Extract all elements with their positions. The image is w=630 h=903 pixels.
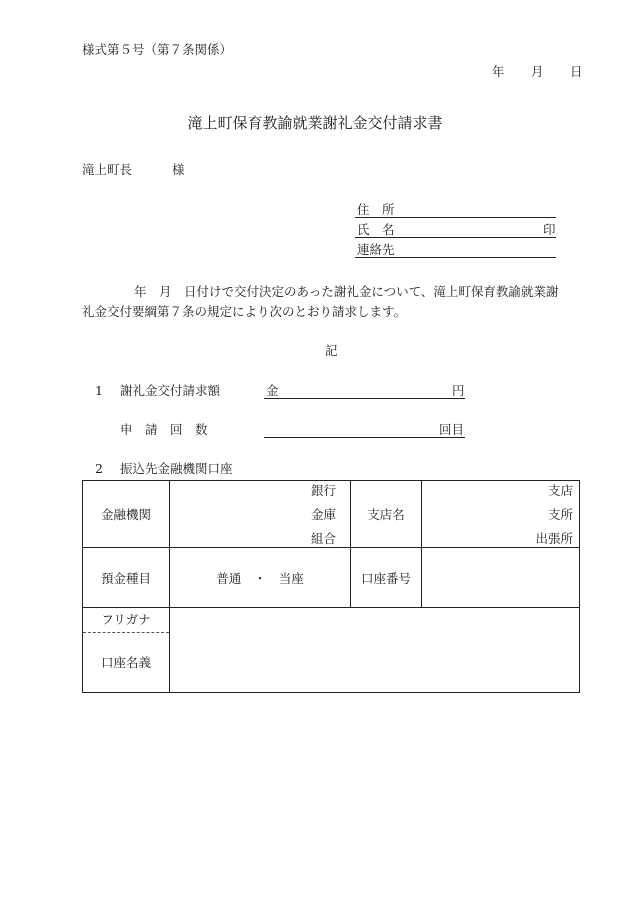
branch-type-list [422, 481, 579, 547]
institution-label: 金融機関 [100, 507, 151, 522]
addressee-honorific: 様 [172, 162, 185, 177]
amount-field[interactable] [264, 398, 465, 399]
holder-label: 口座名義 [100, 655, 151, 670]
bank-account-table [82, 480, 580, 693]
amount-prefix: 金 [266, 383, 279, 398]
count-field[interactable] [264, 437, 465, 438]
branch-type-shutchojo: 出張所 [535, 531, 573, 546]
body-text-line1: 年 月 日付けで交付決定のあった謝礼金について、滝上町保育教諭就業謝 [134, 284, 559, 299]
deposit-options: 普通 ・ 当座 [216, 570, 304, 586]
holder-label-cell [83, 608, 170, 693]
furigana-label: フリガナ [83, 608, 169, 633]
date-year-label: 年 [492, 64, 505, 79]
count-unit: 回目 [439, 422, 465, 437]
account-no-label: 口座番号 [360, 570, 411, 586]
account-no-input-cell[interactable] [422, 548, 580, 608]
holder-input-cell[interactable] [170, 608, 580, 693]
branch-input-cell[interactable] [422, 481, 580, 548]
inst-type-kumiai: 組合 [310, 531, 336, 546]
item2-label: 振込先金融機関口座 [120, 461, 233, 476]
deposit-label-cell [83, 548, 170, 608]
form-number: 様式第５号（第７条関係） [82, 42, 233, 57]
branch-label: 支店名 [367, 507, 405, 522]
amount-unit: 円 [452, 383, 465, 398]
name-label: 氏 名 [357, 222, 395, 237]
institution-label-cell [83, 481, 170, 548]
inst-type-shinkin: 金庫 [310, 507, 336, 522]
document-title: 滝上町保育教諭就業謝礼金交付請求書 [187, 114, 443, 132]
branch-label-cell [351, 481, 422, 548]
deposit-label: 預金種目 [100, 570, 151, 586]
institution-type-list [170, 481, 350, 547]
contact-field[interactable] [355, 257, 556, 258]
body-text-line2: 礼金交付要綱第７条の規定により次のとおり請求します。 [82, 304, 407, 319]
name-field[interactable] [355, 237, 556, 238]
address-field[interactable] [355, 217, 556, 218]
deposit-options-cell[interactable] [170, 548, 351, 608]
branch-type-shisho: 支所 [547, 507, 573, 522]
item1-label: 謝礼金交付請求額 [120, 383, 221, 398]
count-label: 申 請 回 数 [120, 422, 208, 437]
date-day-label: 日 [570, 64, 583, 79]
inst-type-bank: 銀行 [310, 483, 336, 498]
contact-label: 連絡先 [357, 242, 395, 257]
addressee-name: 滝上町長 [82, 162, 133, 177]
item1-number: 1 [95, 383, 103, 398]
date-month-label: 月 [531, 64, 544, 79]
item2-number: 2 [95, 461, 103, 476]
seal-label: 印 [543, 222, 556, 237]
ki-heading: 記 [325, 343, 338, 358]
institution-input-cell[interactable] [170, 481, 351, 548]
branch-type-shiten: 支店 [547, 483, 573, 498]
account-no-label-cell [351, 548, 422, 608]
address-label: 住 所 [357, 202, 395, 217]
